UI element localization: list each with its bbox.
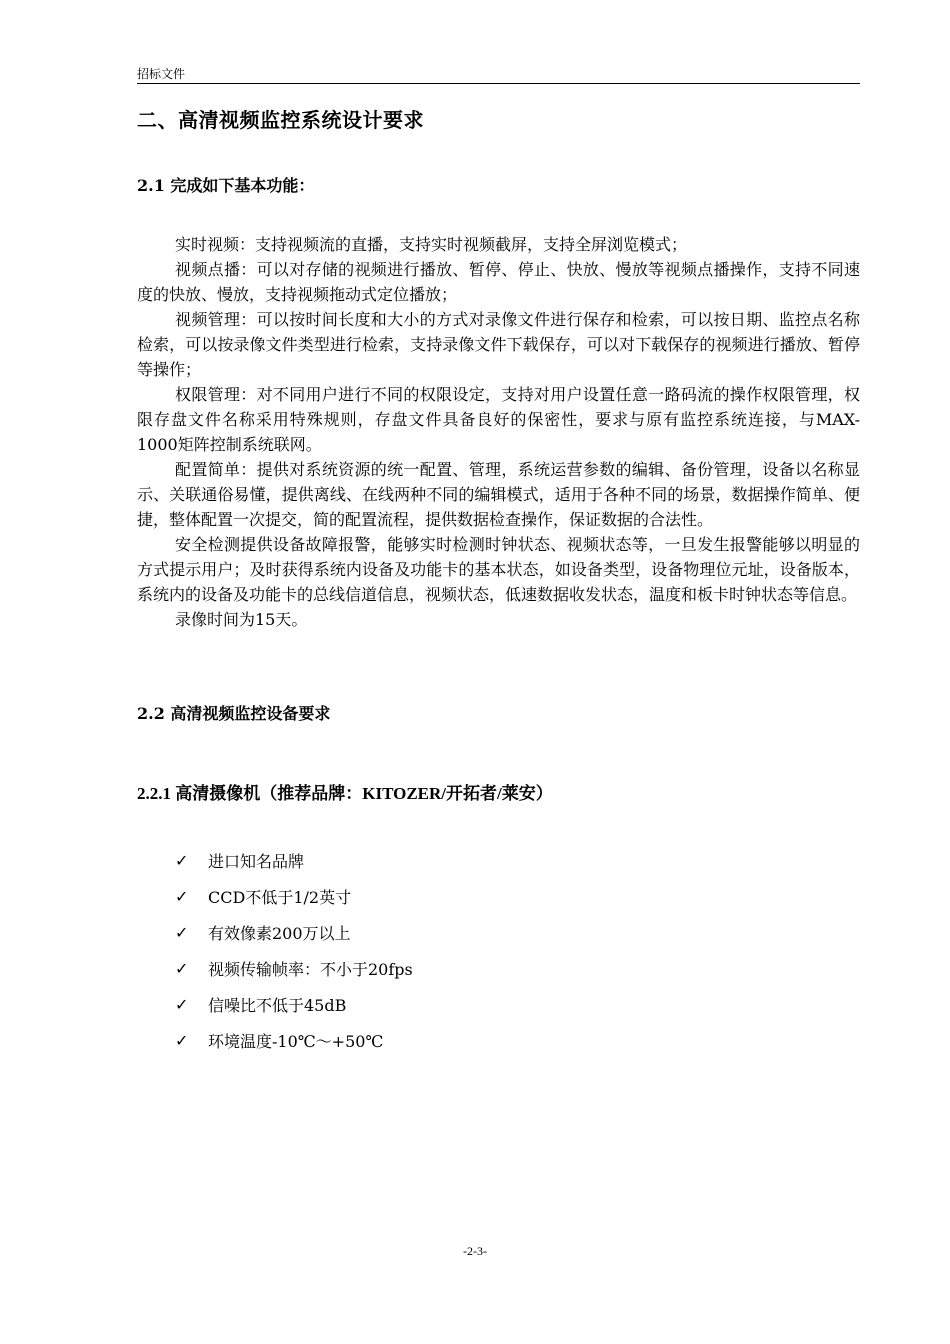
section-title: 二、高清视频监控系统设计要求	[137, 108, 424, 132]
checkmark-icon: ✓	[175, 886, 189, 906]
checkmark-icon: ✓	[175, 850, 189, 870]
list-item-text: 视频传输帧率：不小于20fps	[208, 959, 413, 979]
checkmark-icon: ✓	[175, 958, 189, 978]
list-item-text: CCD不低于1/2英寸	[208, 887, 352, 907]
paragraph-video-management: 视频管理：可以按时间长度和大小的方式对录像文件进行保存和检索，可以按日期、监控点名称检索，可以按录像文件类型进行检索，支持录像文件下载保存，可以对下载保存的视频进行播放、暂停等操作；	[137, 310, 860, 379]
section-2-1-body	[137, 232, 860, 632]
paragraph-simple-configuration: 配置简单：提供对系统资源的统一配置、管理，系统运营参数的编辑、备份管理，设备以名称显示、关联通俗易懂，提供离线、在线两种不同的编辑模式，适用于各种不同的场景，数据操作简单、便捷，整体配置一次提交，简的配置流程，提供数据检查操作，保证数据的合法性。	[137, 460, 860, 529]
page-footer	[0, 1244, 950, 1259]
paragraph-video-on-demand: 视频点播：可以对存储的视频进行播放、暂停、停止、快放、慢放等视频点播操作，支持不同速度的快放、慢放，支持视频拖动式定位播放；	[137, 260, 860, 304]
checkmark-icon: ✓	[175, 922, 189, 942]
list-item	[175, 878, 413, 914]
section-2-2-1-heading: 2.2.1 高清摄像机（推荐品牌：KITOZER/开拓者/莱安）	[137, 784, 553, 803]
list-item	[175, 1022, 413, 1058]
list-item-text: 环境温度-10℃～+50℃	[208, 1031, 384, 1051]
list-item	[175, 986, 413, 1022]
camera-requirements-list	[175, 842, 413, 1058]
page-header	[137, 65, 860, 84]
list-item-text: 进口知名品牌	[208, 851, 305, 871]
list-item	[175, 950, 413, 986]
header-title: 招标文件	[137, 67, 186, 81]
page-number: -2-3-	[463, 1244, 487, 1258]
paragraph-security-detection: 安全检测提供设备故障报警，能够实时检测时钟状态、视频状态等，一旦发生报警能够以明显的方式提示用户；及时获得系统内设备及功能卡的基本状态，如设备类型，设备物理位元址，设备版本，系统内的设备及功能卡的总线信道信息，视频状态，低速数据收发状态，温度和板卡时钟状态等信息。	[137, 535, 860, 604]
paragraph-permission-management: 权限管理：对不同用户进行不同的权限设定，支持对用户设置任意一路码流的操作权限管理，权限存盘文件名称采用特殊规则，存盘文件具备良好的保密性，要求与原有监控系统连接，与MAX-1000矩阵控制系统联网。	[137, 385, 860, 454]
paragraph-realtime-video: 实时视频：支持视频流的直播，支持实时视频截屏，支持全屏浏览模式；	[175, 235, 688, 254]
list-item	[175, 914, 413, 950]
checkmark-icon: ✓	[175, 994, 189, 1014]
section-2-2-heading: 2.2 高清视频监控设备要求	[137, 704, 331, 723]
section-2-1-heading: 2.1 完成如下基本功能：	[137, 176, 315, 195]
list-item-text: 信噪比不低于45dB	[208, 995, 347, 1015]
checkmark-icon: ✓	[175, 1030, 189, 1050]
list-item	[175, 842, 413, 878]
paragraph-recording-duration: 录像时间为15天。	[175, 610, 308, 629]
list-item-text: 有效像素200万以上	[208, 923, 351, 943]
